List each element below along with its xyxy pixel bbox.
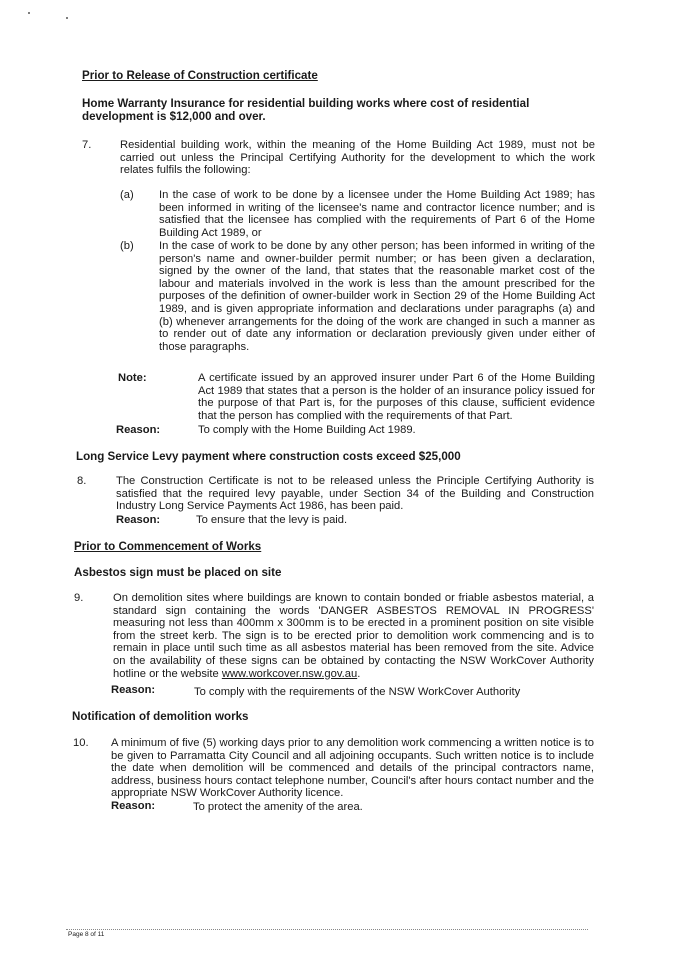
subclause-text-a: In the case of work to be done by a licensee under the Home Building Act 1989; has been informed in writing of the licensee's name and contractor licence number; and is satisfied that the licensee has complied with the requirements of Part 6 of the Home Building Act 1989, or: [159, 189, 595, 239]
scan-speck: [66, 17, 68, 19]
section-heading-release: Prior to Release of Construction certificate: [82, 69, 318, 82]
condition-body: On demolition sites where buildings are known to contain bonded or friable asbestos material, a standard sign containing the words 'DANGER ASBESTOS REMOVAL IN PROGRESS' measuring not less than 400mm x 300mm is to be erected in a prominent position on site visible from the street kerb. The sign is to be erected prior to demolition work commencing and is to remain in place until such time as all asbestos material has been removed from the site. Advice on the availability of these signs can be obtained by contacting the NSW WorkCover Authority hotline or the website: [113, 592, 594, 680]
reason-text: To protect the amenity of the area.: [193, 801, 363, 813]
section-heading-long-service-levy: Long Service Levy payment where construction costs exceed $25,000: [76, 450, 461, 463]
reason-text: To comply with the requirements of the NSW WorkCover Authority: [194, 686, 521, 698]
condition-text: Residential building work, within the meaning of the Home Building Act 1989, must not be carried out unless the Principal Certifying Authority for the development to which the work relates fulfils the following:: [120, 139, 595, 177]
condition-number: 9.: [74, 592, 84, 604]
reason-label: Reason:: [111, 800, 156, 812]
condition-text: The Construction Certificate is not to be released unless the Principle Certifying Authority is satisfied that the required levy payable, under Section 34 of the Building and Construction Industry Long Service Payments Act 1986, has been paid.: [116, 475, 594, 513]
subclause-label-b: (b): [120, 240, 134, 252]
scan-speck: [28, 12, 30, 14]
reason-text: To ensure that the levy is paid.: [196, 514, 348, 526]
workcover-website-link[interactable]: www.workcover.nsw.gov.au: [221, 667, 358, 680]
link-suffix: .: [357, 667, 361, 680]
condition-number: 10.: [73, 737, 89, 749]
section-heading-demolition: Notification of demolition works: [72, 710, 249, 723]
subclause-label-a: (a): [120, 189, 134, 201]
reason-text: To comply with the Home Building Act 1989.: [198, 424, 416, 436]
reason-label: Reason:: [111, 684, 156, 696]
reason-label: Reason:: [116, 424, 161, 436]
note-text: A certificate issued by an approved insurer under Part 6 of the Home Building Act 1989 that states that a person is the holder of an insurance policy issued for the purpose of that Part is, for the purposes of this clause, sufficient evidence that the person has complied with the requirements of that Part.: [198, 372, 595, 422]
page-number: Page 8 of 11: [68, 931, 105, 938]
section-heading-home-warranty: Home Warranty Insurance for residential building works where cost of residential development is $12,000 and over.: [82, 97, 530, 123]
footer-divider: [66, 929, 588, 930]
condition-text: [113, 592, 594, 680]
condition-text: A minimum of five (5) working days prior to any demolition work commencing a written notice is to be given to Parramatta City Council and all adjoining occupants. Such written notice is to include the date when demolition will be commenced and details of the principal contractors name, address, business hours contact telephone number, Council's after hours contact number and the appropriate NSW WorkCover Authority licence.: [111, 737, 594, 800]
note-label: Note:: [118, 372, 147, 384]
section-heading-commencement: Prior to Commencement of Works: [74, 540, 262, 553]
reason-label: Reason:: [116, 514, 161, 526]
subclause-text-b: In the case of work to be done by any other person; has been informed in writing of the person's name and owner-builder permit number; or has been given a declaration, signed by the owner of the land, that states that the reasonable market cost of the labour and materials involved in the work is less than the amount prescribed for the purposes of the definition of owner-builder work in Section 29 of the Home Building Act 1989, and is given appropriate information and declarations under paragraphs (a) and (b) whenever arrangements for the doing of the work are changed in such a manner as to render out of date any information or declaration previously given under either of those paragraphs.: [159, 240, 595, 353]
section-heading-asbestos: Asbestos sign must be placed on site: [74, 566, 282, 579]
condition-number: 7.: [82, 139, 92, 151]
condition-number: 8.: [77, 475, 87, 487]
